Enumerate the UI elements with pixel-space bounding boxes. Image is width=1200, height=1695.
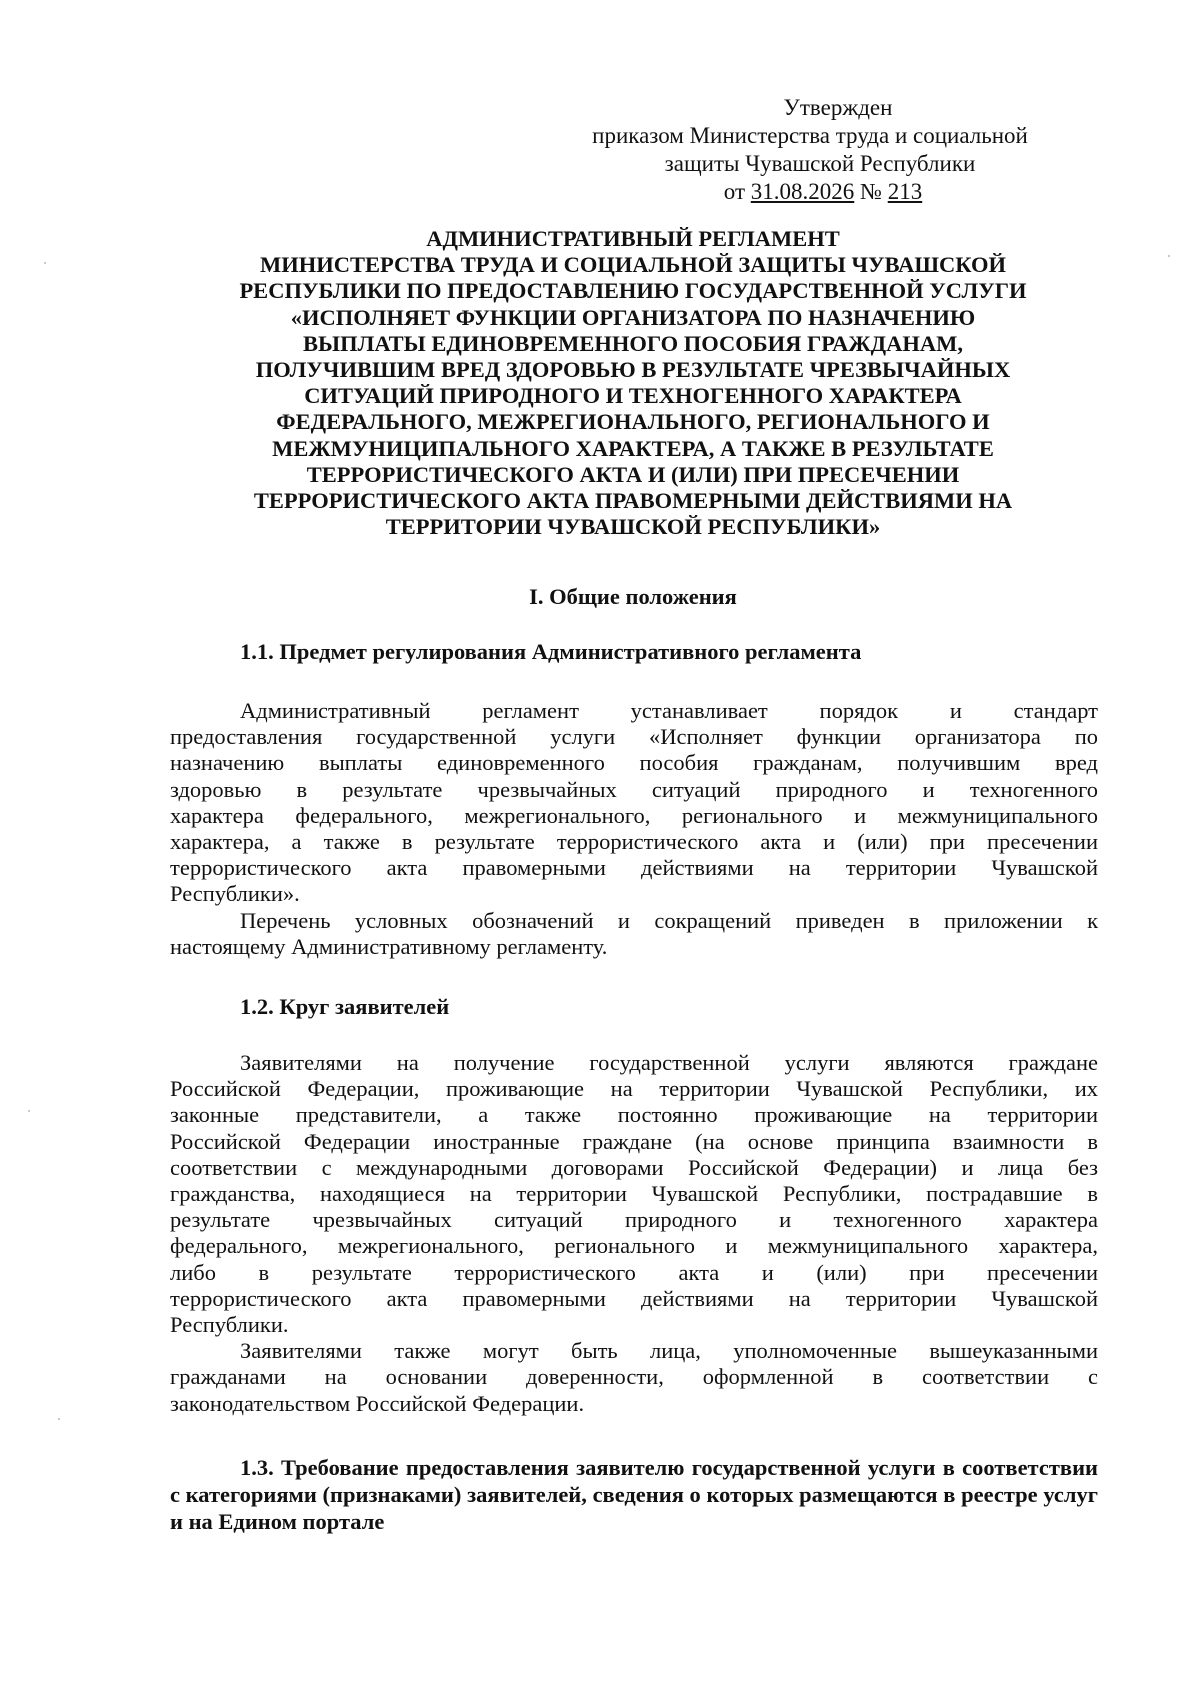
section-heading-general-provisions: I. Общие положения <box>529 584 737 609</box>
scan-speck <box>44 262 46 264</box>
text-line: Российской Федерации иностранные граждане (на основе принципа взаимности в <box>170 1128 1098 1154</box>
document-title <box>168 226 1098 540</box>
text-line: характера федерального, межрегионального, регионального и межмуниципального <box>170 802 1098 828</box>
text-line: федерального, межрегионального, регионального и межмуниципального характера, <box>170 1233 1098 1259</box>
text-line: Российской Федерации, проживающие на территории Чувашской Республики, их <box>170 1076 1098 1102</box>
text-line: Республики». <box>170 881 300 907</box>
text-line: результате чрезвычайных ситуаций природного и техногенного характера <box>170 1207 1098 1233</box>
scan-speck <box>28 1110 30 1112</box>
text-line: террористического акта правомерными действиями на территории Чувашской <box>170 855 1098 881</box>
text-line: Перечень условных обозначений и сокращений приведен в приложении к <box>240 907 1098 933</box>
title-line: АДМИНИСТРАТИВНЫЙ РЕГЛАМЕНТ <box>426 226 840 251</box>
text-line: законные представители, а также постоянно проживающие на территории <box>170 1102 1098 1128</box>
text-line: террористического акта правомерными действиями на территории Чувашской <box>170 1285 1098 1311</box>
approval-line-order: приказом Министерства труда и социальной <box>592 123 1028 148</box>
paragraph-subject-regulation <box>170 698 1098 960</box>
approval-number-prefix: № <box>854 179 888 204</box>
approval-number: 213 <box>887 179 923 204</box>
title-line: СИТУАЦИЙ ПРИРОДНОГО И ТЕХНОГЕННОГО ХАРАКТЕРА <box>304 383 962 409</box>
title-line: ФЕДЕРАЛЬНОГО, МЕЖРЕГИОНАЛЬНОГО, РЕГИОНАЛЬНОГО И <box>276 409 990 435</box>
subsection-heading-requirements: 1.3. Требование предоставления заявителю государственной услуги в соответствии с категориями (признаками) заявителей, сведения о которых размещаются в реестре услуг и на Едином портале <box>170 1455 1098 1534</box>
paragraph-applicants <box>170 1050 1098 1417</box>
approval-date: 31.08.2026 <box>750 179 855 204</box>
approval-line-approved: Утвержден <box>783 95 893 120</box>
text-line: Республики. <box>170 1312 289 1338</box>
text-line: характера, а также в результате террористического акта и (или) при пресечении <box>170 829 1098 855</box>
approval-line-ministry: защиты Чувашской Республики <box>664 151 976 176</box>
title-line: ТЕРРОРИСТИЧЕСКОГО АКТА ПРАВОМЕРНЫМИ ДЕЙСТВИЯМИ НА <box>253 488 1013 514</box>
approval-date-prefix: от <box>723 179 751 204</box>
text-line: либо в результате террористического акта и (или) при пресечении <box>170 1259 1098 1285</box>
approval-line-date <box>560 178 1060 206</box>
title-line: ПОЛУЧИВШИМ ВРЕД ЗДОРОВЬЮ В РЕЗУЛЬТАТЕ ЧРЕЗВЫЧАЙНЫХ <box>255 357 1011 383</box>
text-line: гражданами на основании доверенности, оформленной в соответствии с <box>170 1364 1098 1390</box>
text-line: предоставления государственной услуги «Исполняет функции организатора по <box>170 724 1098 750</box>
text-line: соответствии с международными договорами Российской Федерации) и лица без <box>170 1154 1098 1180</box>
title-line: «ИСПОЛНЯЕТ ФУНКЦИИ ОРГАНИЗАТОРА ПО НАЗНАЧЕНИЮ <box>290 304 976 330</box>
subsection-heading-subject: 1.1. Предмет регулирования Административного регламента <box>240 639 862 664</box>
approval-stamp <box>560 94 1060 206</box>
subsection-heading-applicants: 1.2. Круг заявителей <box>240 994 450 1019</box>
text-line: Административный регламент устанавливает порядок и стандарт <box>240 698 1098 723</box>
text-line: назначению выплаты единовременного пособия гражданам, получившим вред <box>170 750 1098 776</box>
title-line: РЕСПУБЛИКИ ПО ПРЕДОСТАВЛЕНИЮ ГОСУДАРСТВЕННОЙ УСЛУГИ <box>239 278 1027 304</box>
title-line: МИНИСТЕРСТВА ТРУДА И СОЦИАЛЬНОЙ ЗАЩИТЫ ЧУВАШСКОЙ <box>259 252 1007 278</box>
scan-speck <box>1168 255 1170 257</box>
text-line: настоящему Административному регламенту. <box>170 933 608 959</box>
title-line: ТЕРРОРИСТИЧЕСКОГО АКТА И (ИЛИ) ПРИ ПРЕСЕЧЕНИИ <box>306 461 960 487</box>
text-line: Заявителями на получение государственной услуги являются граждане <box>240 1050 1098 1075</box>
text-line: здоровью в результате чрезвычайных ситуаций природного и техногенного <box>170 776 1098 802</box>
title-line: МЕЖМУНИЦИПАЛЬНОГО ХАРАКТЕРА, А ТАКЖЕ В РЕЗУЛЬТАТЕ <box>272 435 994 461</box>
scan-speck <box>58 1418 60 1420</box>
title-line: ТЕРРИТОРИИ ЧУВАШСКОЙ РЕСПУБЛИКИ» <box>385 514 881 540</box>
text-line: гражданства, находящиеся на территории Чувашской Республики, пострадавшие в <box>170 1181 1098 1207</box>
title-line: ВЫПЛАТЫ ЕДИНОВРЕМЕННОГО ПОСОБИЯ ГРАЖДАНАМ, <box>302 330 964 356</box>
text-line: Заявителями также могут быть лица, уполномоченные вышеуказанными <box>240 1338 1098 1364</box>
text-line: законодательством Российской Федерации. <box>170 1390 585 1416</box>
